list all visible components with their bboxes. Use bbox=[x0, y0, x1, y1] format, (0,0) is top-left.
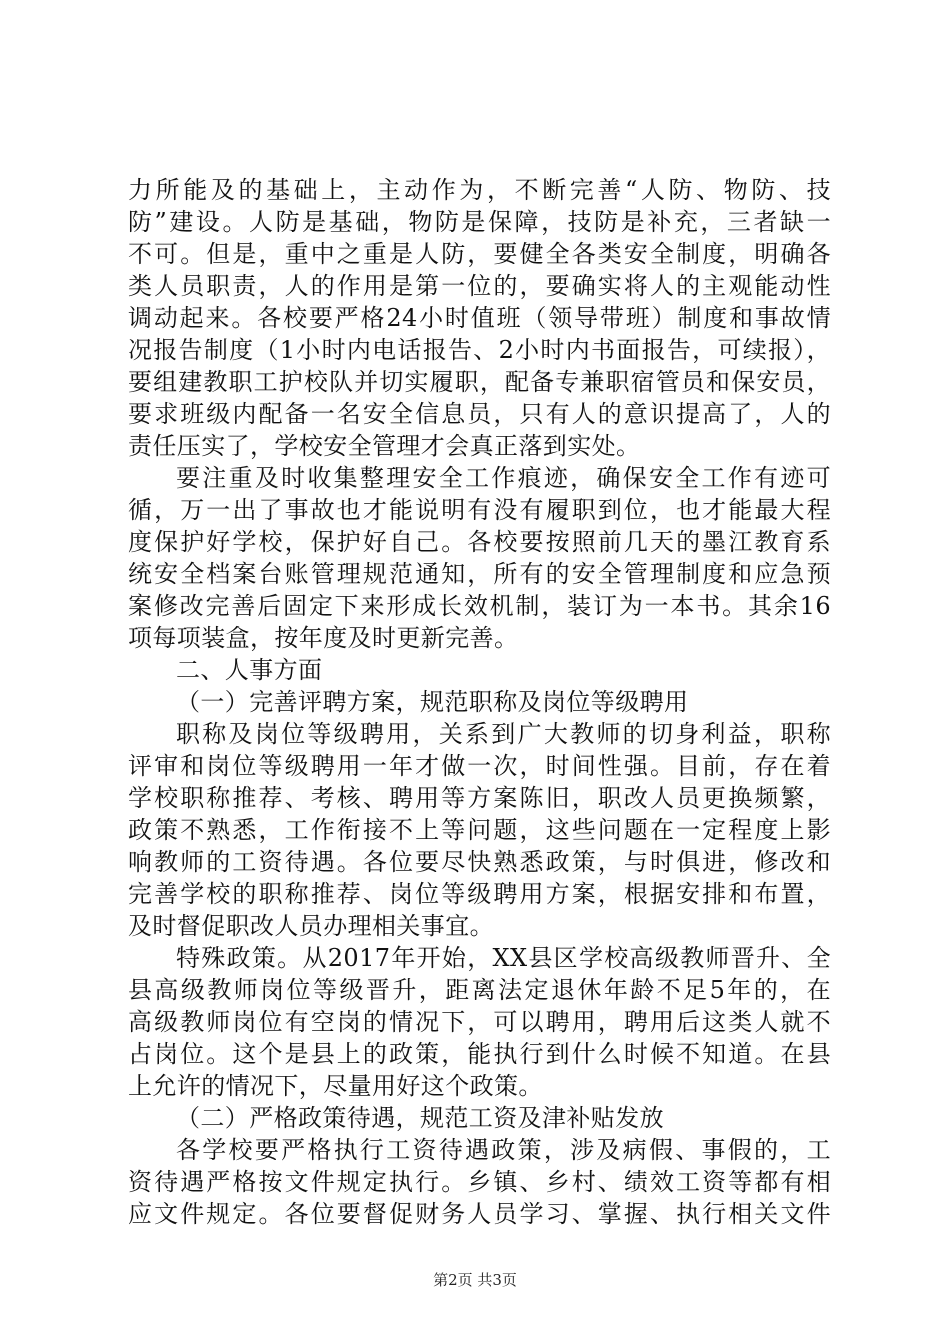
text-line: 学校职称推荐、考核、聘用等方案陈旧，职改人员更换频繁， bbox=[128, 784, 831, 812]
text-line: 案修改完善后固定下来形成长效机制，装订为一本书。其余16 bbox=[128, 592, 831, 620]
text-line: 力所能及的基础上，主动作为，不断完善“人防、物防、技 bbox=[128, 176, 831, 204]
text-line: 应文件规定。各位要督促财务人员学习、掌握、执行相关文件 bbox=[128, 1200, 831, 1228]
text-line: 响教师的工资待遇。各位要尽快熟悉政策，与时俱进，修改和 bbox=[128, 848, 831, 876]
text-line: 评审和岗位等级聘用一年才做一次，时间性强。目前，存在着 bbox=[128, 752, 831, 780]
text-line: 调动起来。各校要严格24小时值班（领导带班）制度和事故情 bbox=[128, 304, 831, 332]
text-line: 占岗位。这个是县上的政策，能执行到什么时候不知道。在县 bbox=[128, 1040, 831, 1068]
text-line: 统安全档案台账管理规范通知，所有的安全管理制度和应急预 bbox=[128, 560, 831, 588]
text-line: 上允许的情况下，尽量用好这个政策。 bbox=[128, 1072, 543, 1100]
text-line: 类人员职责，人的作用是第一位的，要确实将人的主观能动性 bbox=[128, 272, 831, 300]
text-line: 不可。但是，重中之重是人防，要健全各类安全制度，明确各 bbox=[128, 240, 831, 268]
document-body bbox=[128, 174, 831, 1230]
text-line: 资待遇严格按文件规定执行。乡镇、乡村、绩效工资等都有相 bbox=[128, 1168, 831, 1196]
text-line: 责任压实了，学校安全管理才会真正落到实处。 bbox=[128, 432, 641, 460]
section-heading: 二、人事方面 bbox=[176, 656, 323, 684]
subsection-heading: （一）完善评聘方案，规范职称及岗位等级聘用 bbox=[176, 688, 689, 716]
paragraph-first-line: 各学校要严格执行工资待遇政策，涉及病假、事假的，工 bbox=[176, 1136, 831, 1164]
paragraph-first-line: 职称及岗位等级聘用，关系到广大教师的切身利益，职称 bbox=[176, 720, 831, 748]
text-line: 及时督促职改人员办理相关事宜。 bbox=[128, 912, 494, 940]
text-line: 防”建设。人防是基础，物防是保障，技防是补充，三者缺一 bbox=[128, 208, 831, 236]
paragraph-first-line: 要注重及时收集整理安全工作痕迹，确保安全工作有迹可 bbox=[176, 464, 831, 492]
text-line: 政策不熟悉，工作衔接不上等问题，这些问题在一定程度上影 bbox=[128, 816, 831, 844]
text-line: 度保护好学校，保护好自己。各校要按照前几天的墨江教育系 bbox=[128, 528, 831, 556]
subsection-heading: （二）严格政策待遇，规范工资及津补贴发放 bbox=[176, 1104, 664, 1132]
text-line: 要组建教职工护校队并切实履职，配备专兼职宿管员和保安员， bbox=[128, 368, 831, 396]
text-line: 况报告制度（1小时内电话报告、2小时内书面报告，可续报）， bbox=[128, 336, 831, 364]
paragraph-first-line: 特殊政策。从2017年开始，XX县区学校高级教师晋升、全 bbox=[176, 944, 831, 972]
text-line: 高级教师岗位有空岗的情况下，可以聘用，聘用后这类人就不 bbox=[128, 1008, 831, 1036]
text-line: 项每项装盒，按年度及时更新完善。 bbox=[128, 624, 519, 652]
text-line: 要求班级内配备一名安全信息员，只有人的意识提高了，人的 bbox=[128, 400, 831, 428]
text-line: 县高级教师岗位等级晋升，距离法定退休年龄不足5年的，在 bbox=[128, 976, 831, 1004]
page-footer: 第2页 共3页 bbox=[433, 1271, 517, 1289]
text-line: 循，万一出了事故也才能说明有没有履职到位，也才能最大程 bbox=[128, 496, 831, 524]
text-line: 完善学校的职称推荐、岗位等级聘用方案，根据安排和布置， bbox=[128, 880, 831, 908]
